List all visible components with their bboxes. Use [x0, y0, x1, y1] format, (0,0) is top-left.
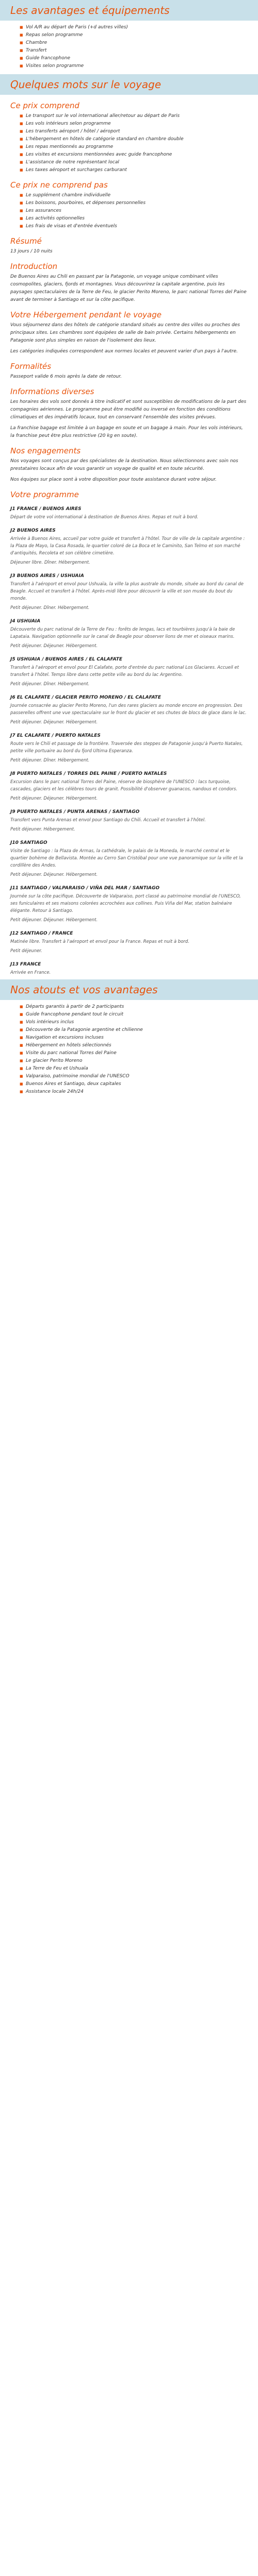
list-item: ■ Vols intérieurs inclus	[26, 1019, 248, 1026]
price-excludes-list	[10, 192, 248, 230]
program-title: Votre programme	[10, 490, 79, 499]
day-text: Excursion dans le parc national Torres del Paine, réserve de biosphère de l'UNESCO : lacs turquoise, cascades, glaciers et les célèbres tours de granit. Possibilité d'observer guanacos, nandous et condors.	[10, 779, 238, 792]
accommodation-text: Vous séjournerez dans des hôtels de catégorie standard situés au centre des villes ou proches des principaux sites. Les chambres sont équipées de salle de bain privée. Certains hébergements en Patagonie sont plus simples en raison de l'isolement des lieux.	[10, 323, 240, 343]
program-day	[10, 528, 248, 566]
program-day	[10, 771, 248, 802]
day-title: J12 SANTIAGO / FRANCE	[10, 931, 73, 936]
program-day	[10, 657, 248, 688]
formalities-title: Formalités	[10, 362, 52, 371]
day-title: J1 FRANCE / BUENOS AIRES	[10, 506, 82, 512]
important-text-2: La franchise bagage est limitée à un bagage en soute et un bagage à main. Pour les vols intérieurs, la franchise peut être plus restrictive (20 kg en soute).	[10, 426, 243, 438]
engagements-title: Nos engagements	[10, 446, 81, 455]
day-text: Route vers le Chili et passage de la frontière. Traversée des steppes de Patagonie jusqu'à Puerto Natales, petite ville portuaire au bord du fjord Ultima Esperanza.	[10, 741, 243, 754]
section-header-advantages: Les avantages et équipements	[0, 0, 258, 21]
day-meals: Petit déjeuner. Déjeuner. Hébergement.	[10, 643, 98, 649]
list-item: ■ Les assurances	[26, 207, 248, 215]
program-days	[10, 506, 248, 976]
list-item: ■ Le glacier Perito Moreno	[26, 1057, 248, 1065]
list-item: ■ Départs garantis à partir de 2 participants	[26, 1003, 248, 1011]
list-item: ■ Les transferts aéroport / hôtel / aéroport	[26, 128, 248, 135]
list-item: ■ Les repas mentionnés au programme	[26, 143, 248, 151]
day-text: Transfert à l'aéroport et envol pour El Calafate, porte d'entrée du parc national Los Glaciares. Accueil et transfert à l'hôtel. Temps libre dans cette petite ville au bord du lac Argentino.	[10, 665, 239, 677]
list-item: ■ Le transport sur le vol international aller/retour au départ de Paris	[26, 112, 248, 120]
program-day	[10, 809, 248, 833]
resume-title: Résumé	[10, 236, 42, 246]
day-text: Matinée libre. Transfert à l'aéroport et envol pour la France. Repas et nuit à bord.	[10, 939, 190, 944]
list-item: ■ Découverte de la Patagonie argentine et chilienne	[26, 1026, 248, 1034]
day-meals: Petit déjeuner. Dîner. Hébergement.	[10, 682, 90, 687]
accommodation-text-2: Les catégories indiquées correspondent aux normes locales et peuvent varier d'un pays à l'autre.	[10, 349, 238, 354]
day-text: Visite de Santiago : la Plaza de Armas, la cathédrale, le palais de la Moneda, le marché central et le quartier bohème de Bellavista. Montée au Cerro San Cristóbal pour une vue panoramique sur la ville et la cordillère des Andes.	[10, 849, 243, 868]
day-meals: Petit déjeuner. Déjeuner. Hébergement.	[10, 918, 98, 923]
day-meals: Petit déjeuner. Dîner. Hébergement.	[10, 758, 90, 763]
engagements-text: Nos voyages sont conçus par des spécialistes de la destination. Nous sélectionnons avec soin nos prestataires locaux afin de vous garantir un voyage de qualité et en toute sécurité.	[10, 459, 238, 471]
day-text: Départ de votre vol international à destination de Buenos Aires. Repas et nuit à bord.	[10, 515, 199, 520]
info-section	[0, 101, 258, 976]
list-item: ■ Visite du parc national Torres del Paine	[26, 1049, 248, 1057]
formalities-text: Passeport valide 6 mois après la date de retour.	[10, 374, 122, 379]
important-title: Informations diverses	[10, 387, 94, 396]
list-item: ■ Les taxes aéroport et surcharges carburant	[26, 166, 248, 174]
introduction-title: Introduction	[10, 262, 58, 271]
day-text: Transfert à l'aéroport et envol pour Ushuaïa, la ville la plus australe du monde, située au bord du canal de Beagle. Accueil et transfert à l'hôtel. Après-midi libre pour découvrir la ville et son musée du bout du monde.	[10, 582, 244, 601]
list-item: ■ Les boissons, pourboires, et dépenses personnelles	[26, 199, 248, 207]
program-day	[10, 506, 248, 521]
day-title: J4 USHUAIA	[10, 619, 41, 624]
list-item: ■ Buenos Aires et Santiago, deux capitales	[26, 1080, 248, 1088]
program-day	[10, 931, 248, 955]
important-text: Les horaires des vols sont donnés à titre indicatif et sont susceptibles de modifications de la part des compagnies aériennes. Le programme peut être modifié ou inversé en fonction des conditions climatiques et des impératifs locaux, tout en conservant l'ensemble des visites prévues.	[10, 399, 247, 420]
list-item: ■ Les frais de visas et d'entrée éventuels	[26, 223, 248, 230]
day-text: Arrivée à Buenos Aires, accueil par votre guide et transfert à l'hôtel. Tour de ville de la capitale argentine : la Plaza de Mayo, la Casa Rosada, le quartier coloré de La Boca et le Caminito, San Telmo et son marché d'antiquités, Recoleta et son célèbre cimetière.	[10, 536, 245, 556]
day-meals: Petit déjeuner. Déjeuner. Hébergement.	[10, 872, 98, 877]
list-item: ■ Guide francophone pendant tout le circuit	[26, 1011, 248, 1019]
list-item: ■ La Terre de Feu et Ushuaïa	[26, 1065, 248, 1073]
program-day	[10, 619, 248, 650]
list-item: ■ Chambre	[26, 39, 248, 47]
list-item: ■ Navigation et excursions incluses	[26, 1034, 248, 1042]
included-list	[10, 1003, 248, 1096]
engagements-text-2: Nos équipes sur place sont à votre disposition pour toute assistance durant votre séjour.	[10, 477, 217, 482]
section-header-included: Nos atouts et vos avantages	[0, 979, 258, 1000]
program-day	[10, 886, 248, 924]
day-meals: Petit déjeuner. Déjeuner. Hébergement.	[10, 796, 98, 801]
advantages-section	[0, 24, 258, 70]
section-header-info: Quelques mots sur le voyage	[0, 74, 258, 95]
list-item: ■ Repas selon programme	[26, 31, 248, 39]
program-day	[10, 695, 248, 726]
price-excludes-title: Ce prix ne comprend pas	[10, 180, 108, 190]
list-item: ■ Hébergement en hôtels sélectionnés	[26, 1042, 248, 1049]
list-item: ■ Les vols intérieurs selon programme	[26, 120, 248, 128]
resume-text: 13 jours / 10 nuits	[10, 249, 53, 254]
day-text: Journée sur la côte pacifique. Découverte de Valparaiso, port classé au patrimoine mondial de l'UNESCO, ses funiculaires et ses maisons colorées accrochées aux collines. Puis Viña del Mar, station balnéaire élégante. Retour à Santiago.	[10, 894, 241, 913]
program-day	[10, 962, 248, 976]
program-day	[10, 733, 248, 764]
day-title: J2 BUENOS AIRES	[10, 528, 56, 533]
page	[0, 0, 258, 1108]
day-title: J5 USHUAIA / BUENOS AIRES / EL CALAFATE	[10, 657, 123, 662]
introduction-text: De Buenos Aires au Chili en passant par la Patagonie, un voyage unique combinant villes cosmopolites, glaciers, fjords et montagnes. Vous découvrirez la capitale argentine, puis les paysages spectaculaires de la Terre de Feu, le glacier Perito Moreno, le parc national Torres del Paine avant de terminer à Santiago et sur la côte pacifique.	[10, 274, 247, 302]
day-title: J11 SANTIAGO / VALPARAISO / VIÑA DEL MAR / SANTIAGO	[10, 886, 160, 891]
day-title: J8 PUERTO NATALES / TORRES DEL PAINE / PUERTO NATALES	[10, 771, 167, 776]
list-item: ■ Les activités optionnelles	[26, 215, 248, 223]
day-text: Journée consacrée au glacier Perito Moreno, l'un des rares glaciers au monde encore en progression. Des passerelles offrent une vue spectaculaire sur le front du glacier et ses chutes de blocs de glace dans le lac.	[10, 703, 247, 716]
day-title: J6 EL CALAFATE / GLACIER PERITO MORENO / EL CALAFATE	[10, 695, 161, 700]
list-item: ■ Le supplément chambre individuelle	[26, 192, 248, 199]
list-item: ■ Vol A/R au départ de Paris (+d autres villes)	[26, 24, 248, 31]
day-title: J7 EL CALAFATE / PUERTO NATALES	[10, 733, 101, 738]
list-item: ■ Guide francophone	[26, 55, 248, 62]
list-item: ■ Assistance locale 24h/24	[26, 1088, 248, 1096]
price-includes-list	[10, 112, 248, 174]
price-includes-title: Ce prix comprend	[10, 101, 79, 110]
advantages-list	[10, 24, 248, 70]
day-text: Découverte du parc national de la Terre de Feu : forêts de lengas, lacs et tourbières jusqu'à la baie de Lapataia. Navigation optionnelle sur le canal de Beagle pour observer lions de mer et oiseaux marins.	[10, 627, 235, 639]
program-day	[10, 840, 248, 878]
list-item: ■ Transfert	[26, 47, 248, 55]
day-title: J10 SANTIAGO	[10, 840, 47, 845]
accommodation-title: Votre Hébergement pendant le voyage	[10, 310, 162, 319]
day-title: J9 PUERTO NATALES / PUNTA ARENAS / SANTIAGO	[10, 809, 140, 815]
day-meals: Petit déjeuner. Déjeuner. Hébergement.	[10, 720, 98, 725]
program-day	[10, 573, 248, 612]
day-title: J3 BUENOS AIRES / USHUAIA	[10, 573, 84, 579]
list-item: ■ Valparaiso, patrimoine mondial de l'UNESCO	[26, 1073, 248, 1080]
list-item: ■ Les visites et excursions mentionnées avec guide francophone	[26, 151, 248, 159]
day-text: Transfert vers Punta Arenas et envol pour Santiago du Chili. Accueil et transfert à l'hôtel.	[10, 818, 206, 823]
list-item: ■ L'hébergement en hôtels de catégorie standard en chambre double	[26, 135, 248, 143]
day-meals: Déjeuner libre. Dîner. Hébergement.	[10, 560, 90, 565]
day-meals: Petit déjeuner.	[10, 948, 42, 954]
day-title: J13 FRANCE	[10, 962, 41, 967]
list-item: ■ L'assistance de notre représentant local	[26, 159, 248, 166]
list-item: ■ Visites selon programme	[26, 62, 248, 70]
day-text: Arrivée en France.	[10, 970, 51, 975]
included-section	[0, 1003, 258, 1096]
day-meals: Petit déjeuner. Hébergement.	[10, 827, 75, 832]
day-meals: Petit déjeuner. Dîner. Hébergement.	[10, 605, 90, 611]
